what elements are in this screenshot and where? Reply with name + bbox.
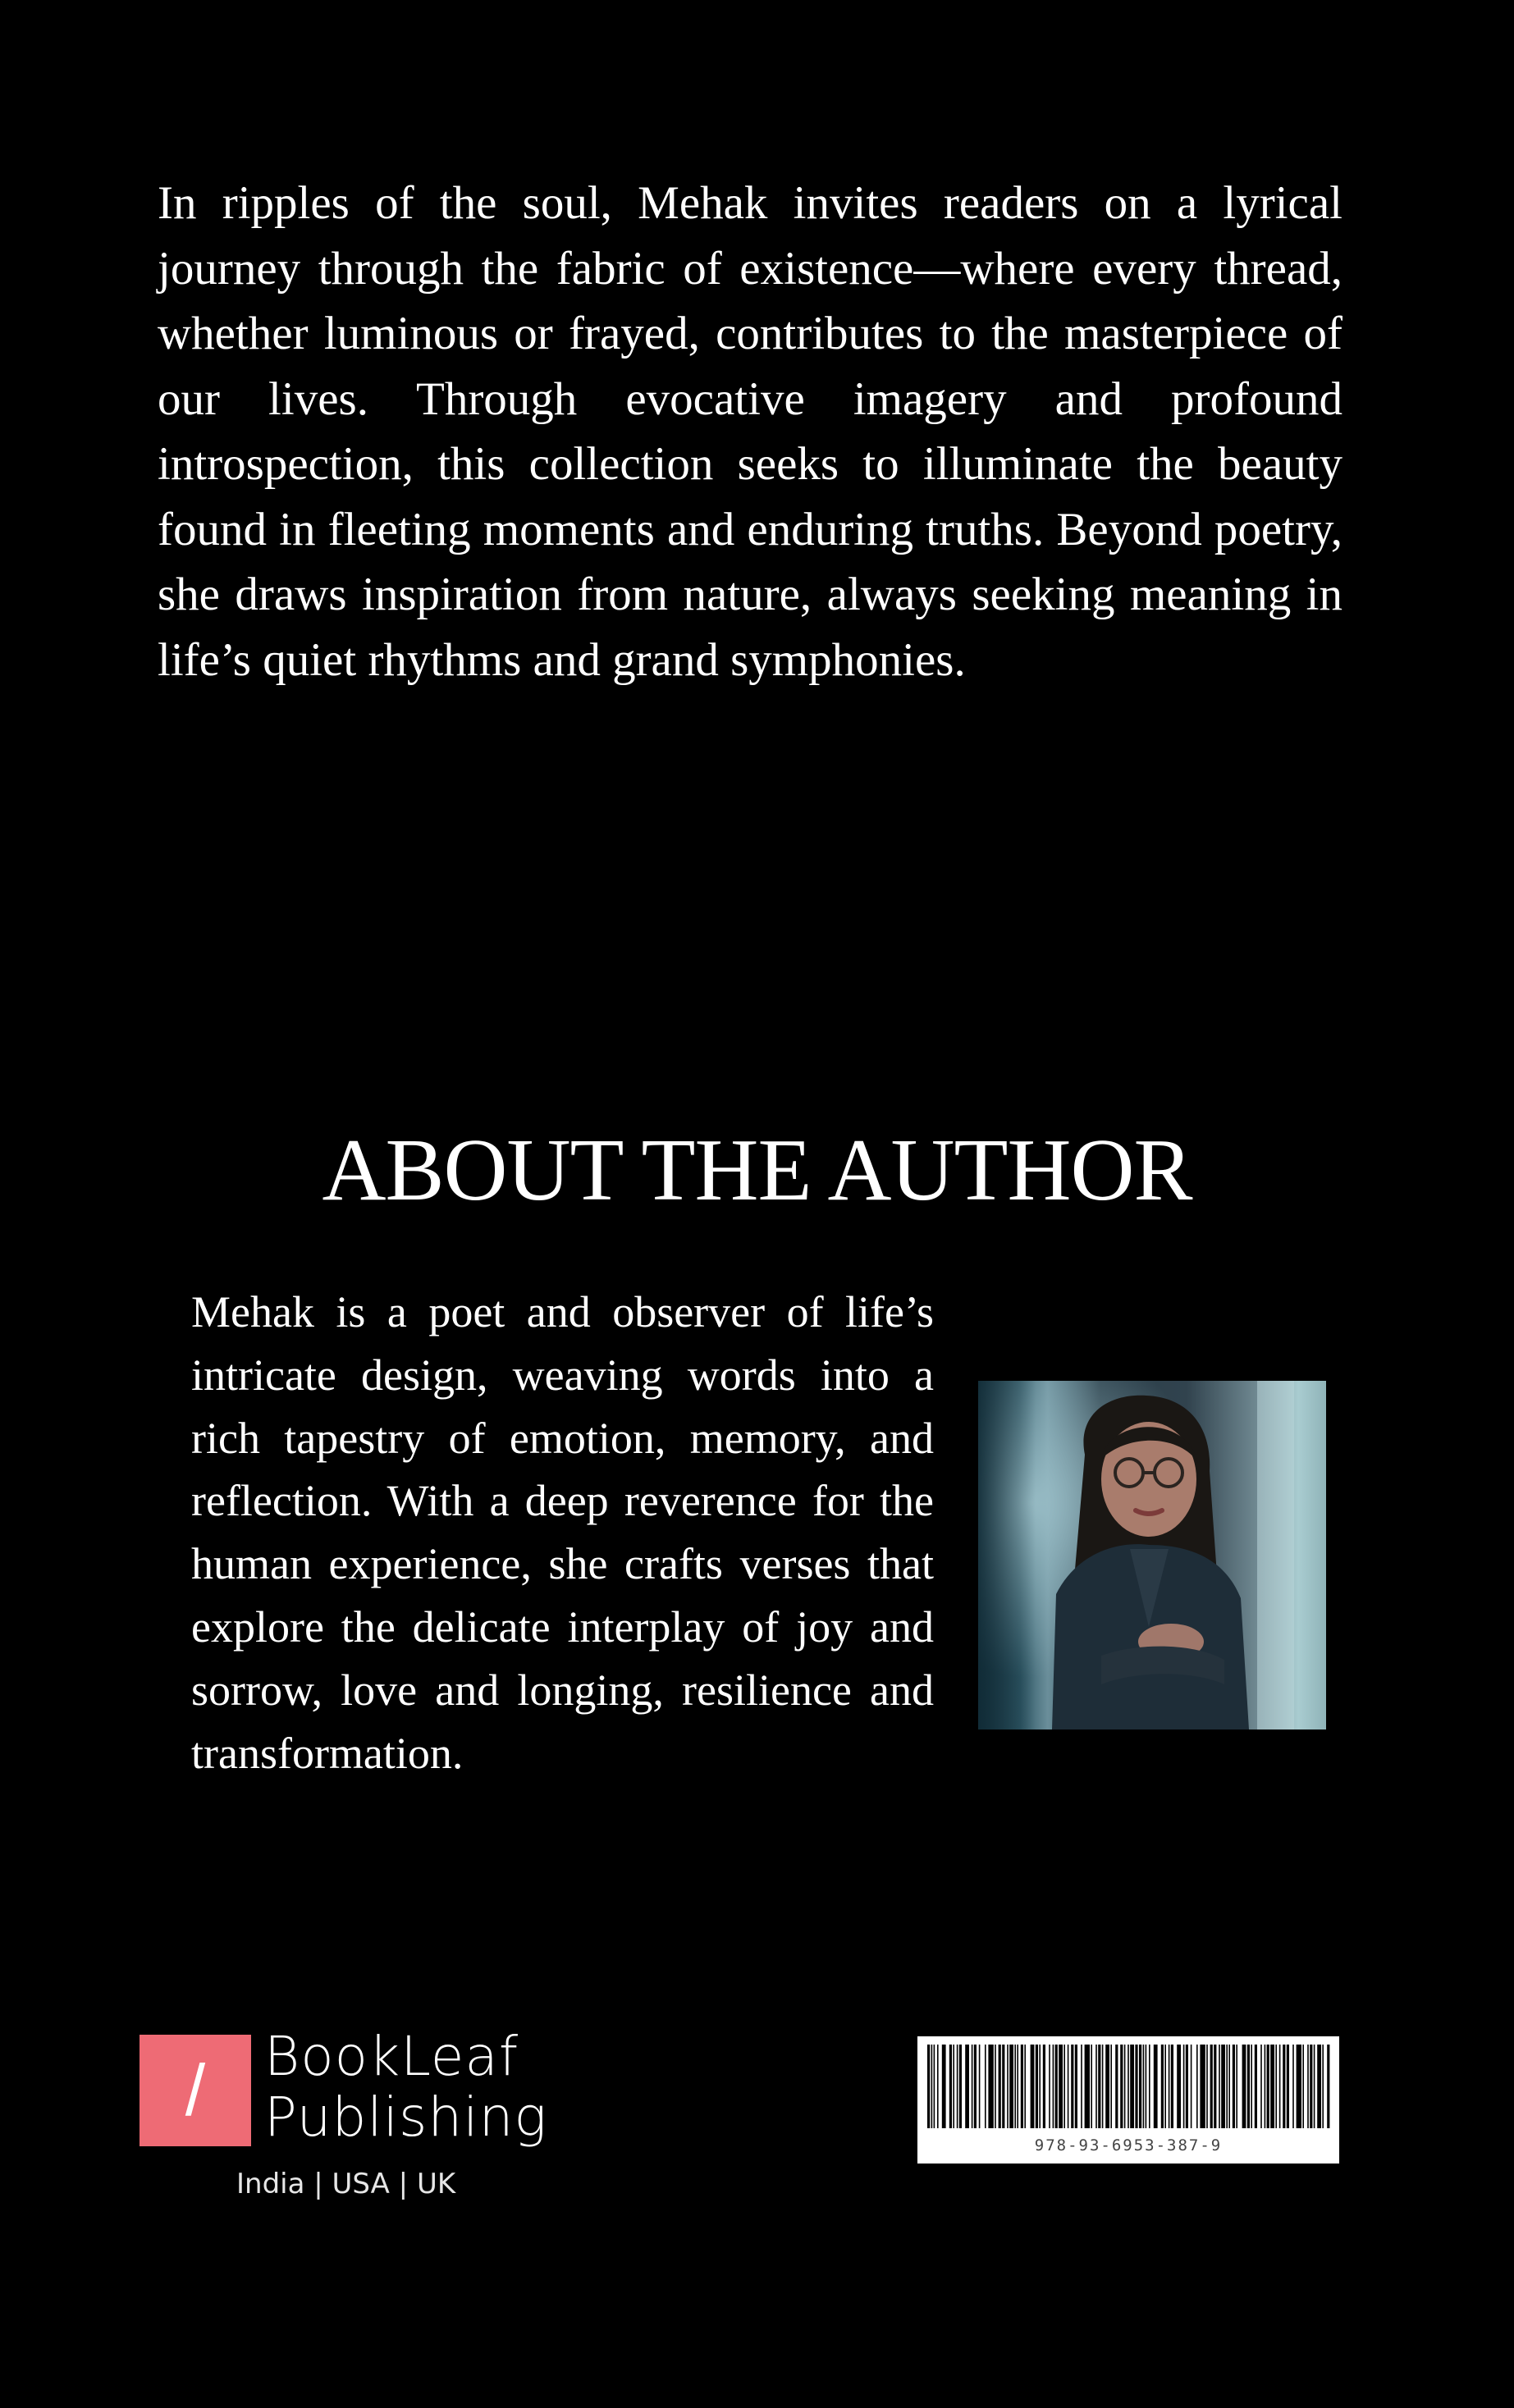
- barcode-bar: [1036, 2045, 1038, 2128]
- barcode-bar: [1105, 2045, 1109, 2128]
- barcode-bar: [1149, 2045, 1150, 2128]
- barcode-bar: [927, 2045, 930, 2128]
- barcode-bar: [1307, 2045, 1309, 2128]
- barcode-bar: [1297, 2045, 1301, 2128]
- barcode-bar: [1302, 2045, 1304, 2128]
- barcode-bar: [1186, 2045, 1188, 2128]
- barcode-bar: [1081, 2045, 1082, 2128]
- barcode-bar: [1068, 2045, 1069, 2128]
- barcode-bar: [1139, 2045, 1141, 2128]
- barcode-bar: [1251, 2045, 1252, 2128]
- barcode-bar: [1236, 2045, 1237, 2128]
- barcode-bar: [1075, 2045, 1077, 2128]
- barcode-bar: [931, 2045, 933, 2128]
- barcode-bar: [942, 2045, 946, 2128]
- barcode-bar: [985, 2045, 986, 2128]
- barcode-bar: [1183, 2045, 1185, 2128]
- barcode-bar: [1169, 2045, 1170, 2128]
- barcode-bar: [1135, 2045, 1137, 2128]
- barcode-bar: [1260, 2045, 1262, 2128]
- barcode-bar: [1317, 2045, 1321, 2128]
- barcode-bar: [1110, 2045, 1112, 2128]
- publisher-logo: [140, 2025, 566, 2207]
- back-cover-blurb: In ripples of the soul, Mehak invites readers on a lyrical journey through the fabric of existence—where every thread, whether luminous or frayed, contributes to the masterpiece of our lives. Through evocative imagery and profound introspection, this collection seeks to illuminate the beauty found in fleeting moments and enduring truths. Beyond poetry, she draws inspiration from nature, always seeking meaning in life’s quiet rhythms and grand symphonies.: [158, 177, 1342, 686]
- barcode-bar: [1287, 2045, 1289, 2128]
- barcode-bar: [999, 2045, 1001, 2128]
- barcode-bar: [972, 2045, 973, 2128]
- barcode-bar: [1191, 2045, 1192, 2128]
- barcode-bar: [1085, 2045, 1090, 2128]
- barcode-bar: [1177, 2045, 1181, 2128]
- barcode-bar: [1219, 2045, 1220, 2128]
- publisher-name-line1: BookLeaf: [264, 2025, 519, 2088]
- barcode-bar: [1171, 2045, 1173, 2128]
- barcode-bar: [1017, 2045, 1018, 2128]
- publisher-logo-mark: [140, 2035, 251, 2146]
- barcode-bars: [917, 2036, 1339, 2135]
- barcode-bar: [1095, 2045, 1097, 2128]
- barcode-bar: [995, 2045, 996, 2128]
- barcode-bar: [959, 2045, 962, 2128]
- barcode-bar: [949, 2045, 952, 2128]
- barcode-bar: [1314, 2045, 1315, 2128]
- publisher-logo-slash: /: [185, 2049, 206, 2131]
- barcode-bar: [1031, 2045, 1035, 2128]
- publisher-locations: India | USA | UK: [236, 2168, 456, 2200]
- barcode-bar: [1275, 2045, 1277, 2128]
- barcode-bar: [937, 2045, 939, 2128]
- barcode-bar: [1196, 2045, 1198, 2128]
- barcode-bar: [1127, 2045, 1129, 2128]
- barcode-bar: [1292, 2045, 1294, 2128]
- barcode-bar: [974, 2045, 977, 2128]
- barcode-bar: [1267, 2045, 1269, 2128]
- author-photo: [978, 1381, 1326, 1729]
- barcode-bar: [1124, 2045, 1126, 2128]
- barcode-bar: [1233, 2045, 1235, 2128]
- barcode-bar: [1130, 2045, 1134, 2128]
- barcode-bar: [1146, 2045, 1147, 2128]
- barcode-bar: [1143, 2045, 1145, 2128]
- barcode-bar: [1091, 2045, 1092, 2128]
- about-author-heading: ABOUT THE AUTHOR: [322, 1122, 1192, 1219]
- barcode-bar: [1102, 2045, 1104, 2128]
- barcode-bar: [1210, 2045, 1213, 2128]
- publisher-name-line2: Publishing: [264, 2086, 548, 2149]
- barcode-bar: [1200, 2045, 1205, 2128]
- barcode-bar: [1206, 2045, 1208, 2128]
- barcode-bar: [934, 2045, 935, 2128]
- barcode-bar: [1161, 2045, 1164, 2128]
- barcode-bar: [1322, 2045, 1324, 2128]
- barcode-bar: [1327, 2045, 1329, 2128]
- barcode-bar: [1039, 2045, 1041, 2128]
- barcode-bar: [1247, 2045, 1250, 2128]
- barcode-bar: [1115, 2045, 1118, 2128]
- author-bio: Mehak is a poet and observer of life’s intricate design, weaving words into a rich tapestry of emotion, memory, and reflection. With a deep reverence for the human experience, she crafts verses that explore the delicate interplay of joy and sorrow, love and longing, resilience and transformation.: [191, 1287, 934, 1778]
- barcode-bar: [1021, 2045, 1023, 2128]
- barcode-bar: [1154, 2045, 1158, 2128]
- barcode-bar: [1214, 2045, 1216, 2128]
- barcode-bar: [1228, 2045, 1230, 2128]
- barcode-bar: [1055, 2045, 1058, 2128]
- barcode-bar: [1098, 2045, 1100, 2128]
- barcode-bar: [1242, 2045, 1246, 2128]
- barcode-bar: [1043, 2045, 1045, 2128]
- isbn-number: 978-93-6953-387-9: [1034, 2136, 1223, 2154]
- barcode-bar: [1049, 2045, 1050, 2128]
- barcode-bar: [1059, 2045, 1063, 2128]
- barcode-bar: [1283, 2045, 1285, 2128]
- barcode-bar: [1164, 2045, 1166, 2128]
- barcode-bar: [1265, 2045, 1266, 2128]
- barcode-bar: [965, 2045, 969, 2128]
- isbn-barcode: [917, 2036, 1339, 2164]
- barcode-bar: [1255, 2045, 1257, 2128]
- barcode-bar: [1120, 2045, 1123, 2128]
- publisher-name: [264, 2026, 547, 2148]
- barcode-bar: [979, 2045, 981, 2128]
- barcode-bar: [1310, 2045, 1312, 2128]
- barcode-bar: [1009, 2045, 1013, 2128]
- barcode-bar: [1053, 2045, 1054, 2128]
- barcode-bar: [1071, 2045, 1073, 2128]
- barcode-bar: [988, 2045, 993, 2128]
- barcode-bar: [1002, 2045, 1004, 2128]
- barcode-bar: [957, 2045, 958, 2128]
- barcode-bar: [1221, 2045, 1225, 2128]
- barcode-bar: [1270, 2045, 1274, 2128]
- barcode-bar: [953, 2045, 954, 2128]
- barcode-bar: [1226, 2045, 1228, 2128]
- barcode-bar: [1063, 2045, 1065, 2128]
- barcode-bar: [1014, 2045, 1016, 2128]
- barcode-bar: [1024, 2045, 1026, 2128]
- barcode-bar: [1007, 2045, 1009, 2128]
- barcode-bar: [1279, 2045, 1281, 2128]
